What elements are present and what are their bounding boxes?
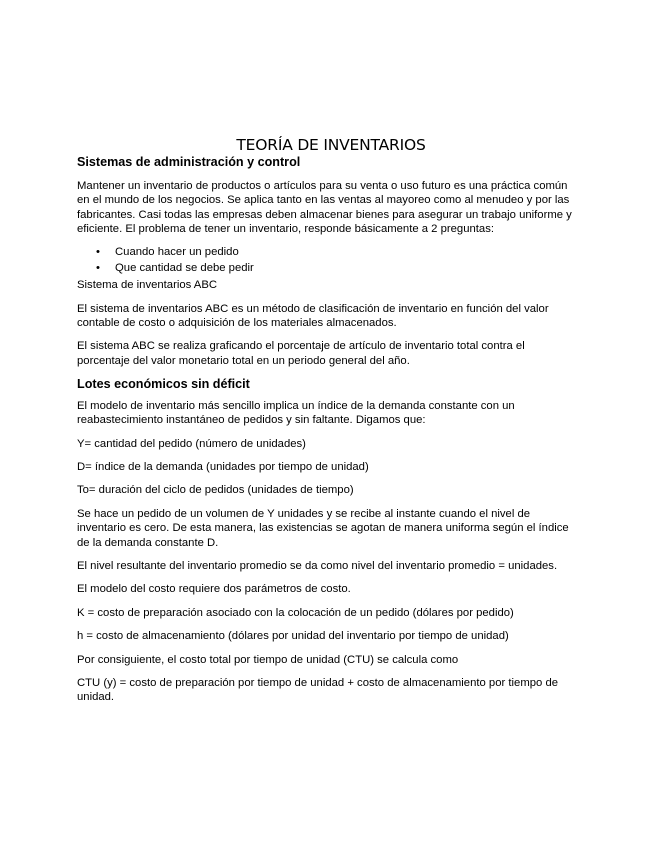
bullet-list bbox=[77, 245, 577, 275]
paragraph: h = costo de almacenamiento (dólares por unidad del inventario por tiempo de unidad) bbox=[77, 630, 509, 643]
paragraph: K = costo de preparación asociado con la colocación de un pedido (dólares por pedido) bbox=[77, 606, 514, 619]
section-heading-sistemas: Sistemas de administración y control bbox=[77, 155, 301, 170]
paragraph: Se hace un pedido de un volumen de Y unidades y se recibe al instante cuando el nivel de inventario es cero. De esta manera, las existencias se agotan de manera uniforma según el índice de la demanda constante D. bbox=[77, 507, 569, 549]
paragraph: Y= cantidad del pedido (número de unidades) bbox=[77, 437, 306, 450]
paragraph: Sistema de inventarios ABC bbox=[77, 279, 218, 292]
list-item: • Cuando hacer un pedido bbox=[115, 245, 577, 259]
paragraph: Mantener un inventario de productos o artículos para su venta o uso futuro es una práctica común en el mundo de los negocios. Se aplica tanto en las ventas al mayoreo como al menudeo y por las fabricantes. Casi todas las empresas deben almacenar bienes para asegurar un trabajo uniforme y eficiente. El problema de tener un inventario, responde básicamente a 2 preguntas: bbox=[77, 179, 572, 236]
document-body bbox=[77, 138, 577, 714]
paragraph: Por consiguiente, el costo total por tiempo de unidad (CTU) se calcula como bbox=[77, 653, 459, 666]
paragraph: El modelo del costo requiere dos parámetros de costo. bbox=[77, 583, 351, 596]
document-title: TEORÍA DE INVENTARIOS bbox=[236, 136, 426, 154]
paragraph: El sistema de inventarios ABC es un método de clasificación de inventario en función del valor contable de costo o adquisición de los materiales almacenados. bbox=[77, 302, 549, 330]
paragraph: El modelo de inventario más sencillo implica un índice de la demanda constante con un reabastecimiento instantáneo de pedidos y sin faltante. Digamos que: bbox=[77, 399, 515, 427]
section-heading-lotes: Lotes económicos sin déficit bbox=[77, 377, 250, 392]
paragraph: To= duración del ciclo de pedidos (unidades de tiempo) bbox=[77, 484, 354, 497]
paragraph: CTU (y) = costo de preparación por tiempo de unidad + costo de almacenamiento por tiempo de unidad. bbox=[77, 676, 559, 704]
list-item: • Que cantidad se debe pedir bbox=[115, 261, 577, 275]
paragraph: D= índice de la demanda (unidades por tiempo de unidad) bbox=[77, 460, 369, 473]
paragraph: El nivel resultante del inventario promedio se da como nivel del inventario promedio = unidades. bbox=[77, 559, 558, 572]
paragraph: El sistema ABC se realiza graficando el porcentaje de artículo de inventario total contra el porcentaje del valor monetario total en un periodo general del año. bbox=[77, 340, 525, 367]
